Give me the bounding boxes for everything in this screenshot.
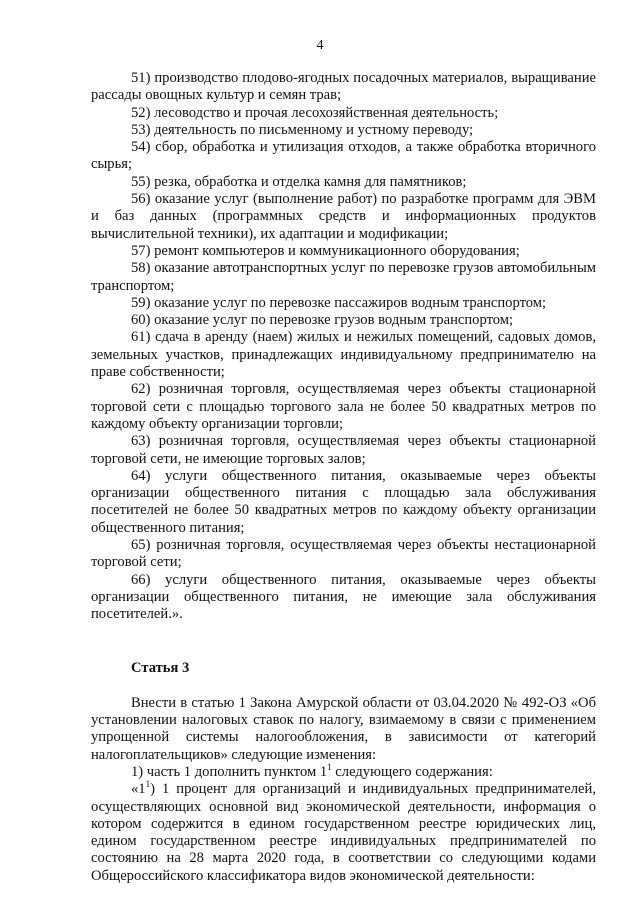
list-item-54: 54) сбор, обработка и утилизация отходов, а также обработка вторичного сырья;	[91, 139, 596, 173]
list-item-51: 51) производство плодово-ягодных посадочных материалов, выращивание рассады овощных культур и семян трав;	[91, 70, 596, 104]
list-item-57: 57) ремонт компьютеров и коммуникационного оборудования;	[131, 242, 520, 259]
document-body	[91, 70, 596, 885]
amendment-1	[91, 764, 596, 781]
list-item-53: 53) деятельность по письменному и устному переводу;	[131, 121, 474, 138]
list-item-64: 64) услуги общественного питания, оказываемые через объекты организации общественного питания с площадью зала обслуживания посетителей не более 50 квадратных метров по каждому объекту организации общественного питания;	[91, 467, 596, 536]
superscript: 1	[327, 762, 332, 773]
list-item-52: 52) лесоводство и прочая лесохозяйственная деятельность;	[131, 104, 499, 121]
list-item-61: 61) сдача в аренду (наем) жилых и нежилых помещений, садовых домов, земельных участков, принадлежащих индивидуальному предпринимателю на праве собственности;	[91, 329, 596, 381]
amendment-1-text: 1) часть 1 дополнить пунктом 1	[131, 763, 328, 780]
list-item-59: 59) оказание услуг по перевозке пассажиров водным транспортом;	[131, 294, 547, 311]
article-intro: Внести в статью 1 Закона Амурской области от 03.04.2020 № 492-ОЗ «Об установлении налоговых ставок по налогу, взимаемому в связи с применением упрощенной системы налогообложения, в зависимости от категорий налогоплательщиков» следующие изменения:	[91, 694, 596, 763]
amendment-1-text-end: следующего содержания:	[331, 763, 493, 780]
list-item-62: 62) розничная торговля, осуществляемая через объекты стационарной торговой сети с площадью торгового зала не более 50 квадратных метров по каждому объекту организации торговли;	[91, 381, 596, 432]
list-item-66: 66) услуги общественного питания, оказываемые через объекты организации общественного питания, не имеющие зала обслуживания посетителей.».	[91, 571, 596, 623]
superscript: 1	[145, 779, 151, 790]
list-item-58: 58) оказание автотранспортных услуг по перевозке грузов автомобильным транспортом;	[91, 260, 596, 294]
list-item-63: 63) розничная торговля, осуществляемая через объекты стационарной торговой сети, не имеющие торговых залов;	[91, 433, 596, 467]
page-number: 4	[316, 38, 324, 53]
amendment-item	[91, 781, 596, 885]
article-heading: Статья 3	[131, 659, 190, 676]
spacer	[91, 677, 596, 695]
amendment-item-start: «1	[131, 781, 146, 798]
list-item-65: 65) розничная торговля, осуществляемая через объекты нестационарной торговой сети;	[91, 537, 596, 571]
list-item-60: 60) оказание услуг по перевозке грузов водным транспортом;	[131, 312, 514, 329]
list-item-55: 55) резка, обработка и отделка камня для памятников;	[131, 173, 467, 190]
spacer	[91, 624, 596, 660]
list-item-56: 56) оказание услуг (выполнение работ) по разработке программ для ЭВМ и баз данных (программных средств и информационных продуктов вычислительной техники), их адаптации и модификации;	[91, 191, 596, 242]
amendment-item-text: ) 1 процент для организаций и индивидуальных предпринимателей, осуществляющих основной вид экономической деятельности, информация о котором содержится в едином государственном реестре юридических лиц, едином государственном реестре индивидуальных предпринимателей по состоянию на 28 марта 2020 года, в соответствии со следующими кодами Общероссийского классификатора видов экономической деятельности:	[91, 781, 596, 884]
